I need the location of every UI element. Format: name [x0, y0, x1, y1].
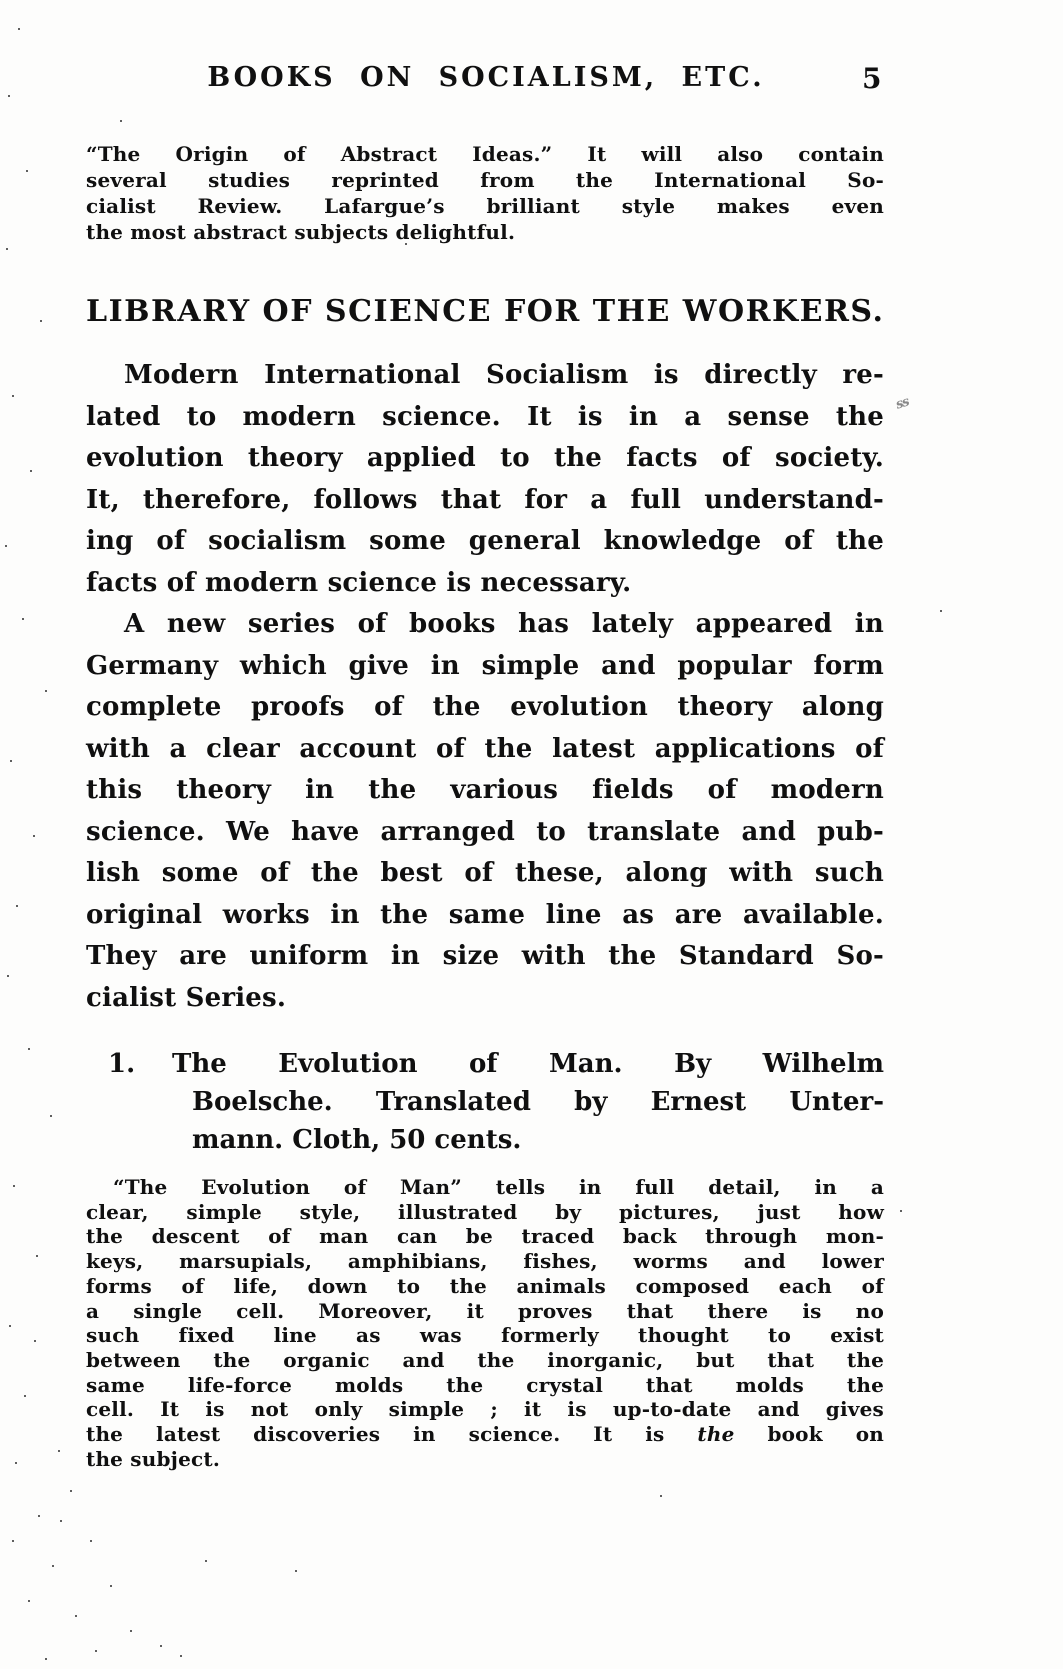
text-line: clear, simple style, illustrated by pictures, just how: [86, 1199, 884, 1224]
text-line: such fixed line as was formerly thought to exist: [86, 1323, 884, 1348]
intro-paragraph: [86, 141, 884, 245]
text-line: evolution theory applied to the facts of society.: [86, 443, 884, 473]
text-line: “The Origin of Abstract Ideas.” It will also contain: [86, 142, 884, 166]
text-line: original works in the same line as are available.: [86, 899, 884, 930]
text-line: with a clear account of the latest applications of: [86, 733, 884, 764]
text-line: science. We have arranged to translate and pub-: [86, 816, 884, 847]
text-line: ing of socialism some general knowledge of the: [86, 526, 884, 556]
book-review-paragraph: [86, 1175, 884, 1471]
scan-dust-specks: [0, 0, 2, 2]
section-heading: [86, 294, 884, 330]
text-line: The Evolution of Man. By Wilhelm: [172, 1049, 884, 1079]
text-line: Modern International Socialism is directly re-: [124, 360, 884, 390]
body-paragraph: [86, 604, 884, 1019]
margin-smudge: ss: [893, 394, 911, 413]
text-line: lish some of the best of these, along with such: [86, 858, 884, 888]
text-line: the most abstract subjects delightful.: [86, 220, 516, 244]
text-line: cell. It is not only simple ; it is up-to-date and gives: [86, 1397, 884, 1422]
text-line: this theory in the various fields of modern: [86, 775, 884, 805]
text-line: several studies reprinted from the International So-: [86, 168, 884, 192]
text-line: keys, marsupials, amphibians, fishes, worms and lower: [86, 1249, 884, 1274]
text-line: mann. Cloth, 50 cents.: [192, 1125, 522, 1155]
text-line: facts of modern science is necessary.: [86, 567, 632, 598]
text-line: Germany which give in simple and popular form: [86, 650, 884, 681]
running-header: [86, 62, 884, 106]
text-line: It, therefore, follows that for a full understand-: [86, 484, 884, 515]
text-line: “The Evolution of Man” tells in full detail, in a: [113, 1175, 884, 1199]
text-line: same life-force molds the crystal that molds the: [86, 1372, 884, 1397]
text-line: between the organic and the inorganic, but that the: [86, 1347, 884, 1372]
text-line: complete proofs of the evolution theory along: [86, 692, 884, 722]
book-list-item-text: [172, 1045, 884, 1159]
body-paragraph: [86, 355, 884, 604]
text-line: forms of life, down to the animals composed each of: [86, 1273, 884, 1298]
section-heading-text: LIBRARY OF SCIENCE FOR THE WORKERS.: [86, 294, 885, 329]
text-line: Boelsche. Translated by Ernest Unter-: [192, 1087, 884, 1117]
text-line: the latest discoveries in science. It is the book on: [86, 1422, 884, 1447]
text-line: A new series of books has lately appeared in: [124, 609, 884, 639]
running-header-title: BOOKS ON SOCIALISM, ETC.: [207, 62, 765, 93]
text-line: a single cell. Moreover, it proves that there is no: [86, 1298, 884, 1323]
text-line: the subject.: [86, 1446, 220, 1471]
text-line: cialist Review. Lafargue’s brilliant style makes even: [86, 194, 884, 218]
text-line: They are uniform in size with the Standard So-: [86, 941, 884, 971]
book-list-item: [108, 1045, 884, 1159]
text-line: cialist Series.: [86, 982, 287, 1013]
page-number: 5: [862, 62, 882, 95]
text-line: lated to modern science. It is in a sense the: [86, 401, 884, 432]
text-line: the descent of man can be traced back through mon-: [86, 1224, 884, 1249]
book-list-item-number: 1.: [108, 1049, 136, 1079]
